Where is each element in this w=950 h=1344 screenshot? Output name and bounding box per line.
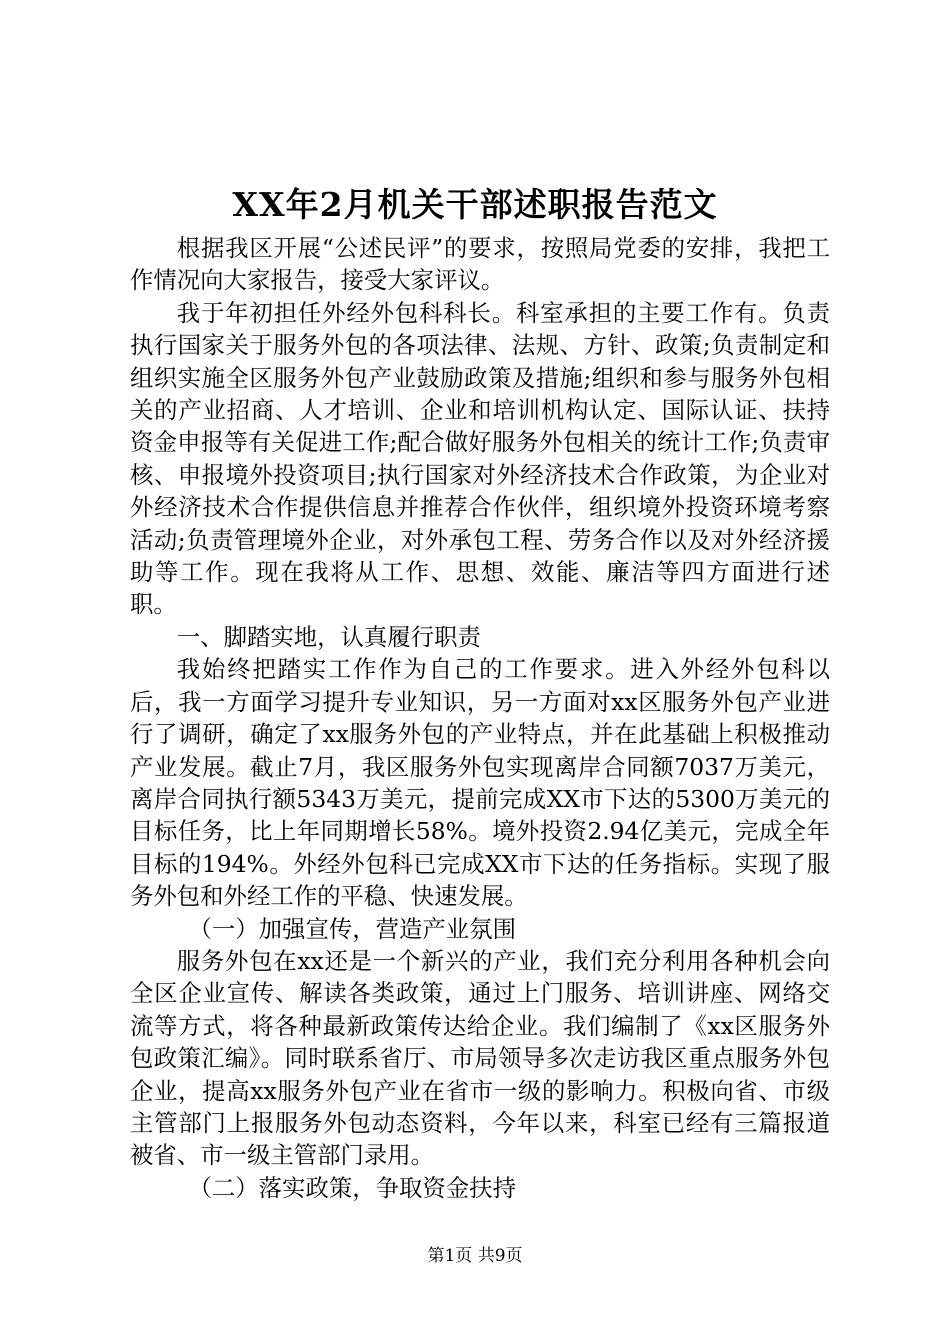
page-number-footer: 第1页 共9页: [427, 1246, 523, 1266]
paragraph-intro: 根据我区开展“公述民评”的要求，按照局党委的安排，我把工作情况向大家报告，接受大家评议。: [130, 234, 830, 295]
paragraph-section-1: 我始终把踏实工作作为自己的工作要求。进入外经外包科以后，我一方面学习提升专业知识，另一方面对xx区服务外包产业进行了调研，确定了xx服务外包的产业特点，并在此基础上积极推动产业发展。截止7月，我区服务外包实现离岸合同额7037万美元，离岸合同执行额5343万美元，提前完成XX市下达的5300万美元的目标任务，比上年同期增长58%。境外投资2.94亿美元，完成全年目标的194%。外经外包科已完成XX市下达的任务指标。实现了服务外包和外经工作的平稳、快速发展。: [130, 655, 830, 911]
document-title: XX年2月机关干部述职报告范文: [232, 185, 718, 224]
document-body: [130, 232, 830, 1204]
section-heading-1: 一、脚踏实地，认真履行职责: [176, 622, 481, 651]
paragraph-duties: 我于年初担任外经外包科科长。科室承担的主要工作有。负责执行国家关于服务外包的各项法律、法规、方针、政策;负责制定和组织实施全区服务外包产业鼓励政策及措施;组织和参与服务外包相关的产业招商、人才培训、企业和培训机构认定、国际认证、扶持资金申报等有关促进工作;配合做好服务外包相关的统计工作;负责审核、申报境外投资项目;执行国家对外经济技术合作政策，为企业对外经济技术合作提供信息并推荐合作伙伴，组织境外投资环境考察活动;负责管理境外企业，对外承包工程、劳务合作以及对外经济援助等工作。现在我将从工作、思想、效能、廉洁等四方面进行述职。: [130, 298, 830, 619]
subsection-heading-2: （二）落实政策，争取资金扶持: [188, 1173, 516, 1202]
paragraph-subsection-1: 服务外包在xx还是一个新兴的产业，我们充分利用各种机会向全区企业宣传、解读各类政策，通过上门服务、培训讲座、网络交流等方式，将各种最新政策传达给企业。我们编制了《xx区服务外包政策汇编》。同时联系省厅、市局领导多次走访我区重点服务外包企业，提高xx服务外包产业在省市一级的影响力。积极向省、市级主管部门上报服务外包动态资料，今年以来，科室已经有三篇报道被省、市一级主管部门录用。: [130, 946, 830, 1170]
subsection-heading-1: （一）加强宣传，营造产业氛围: [188, 914, 516, 943]
